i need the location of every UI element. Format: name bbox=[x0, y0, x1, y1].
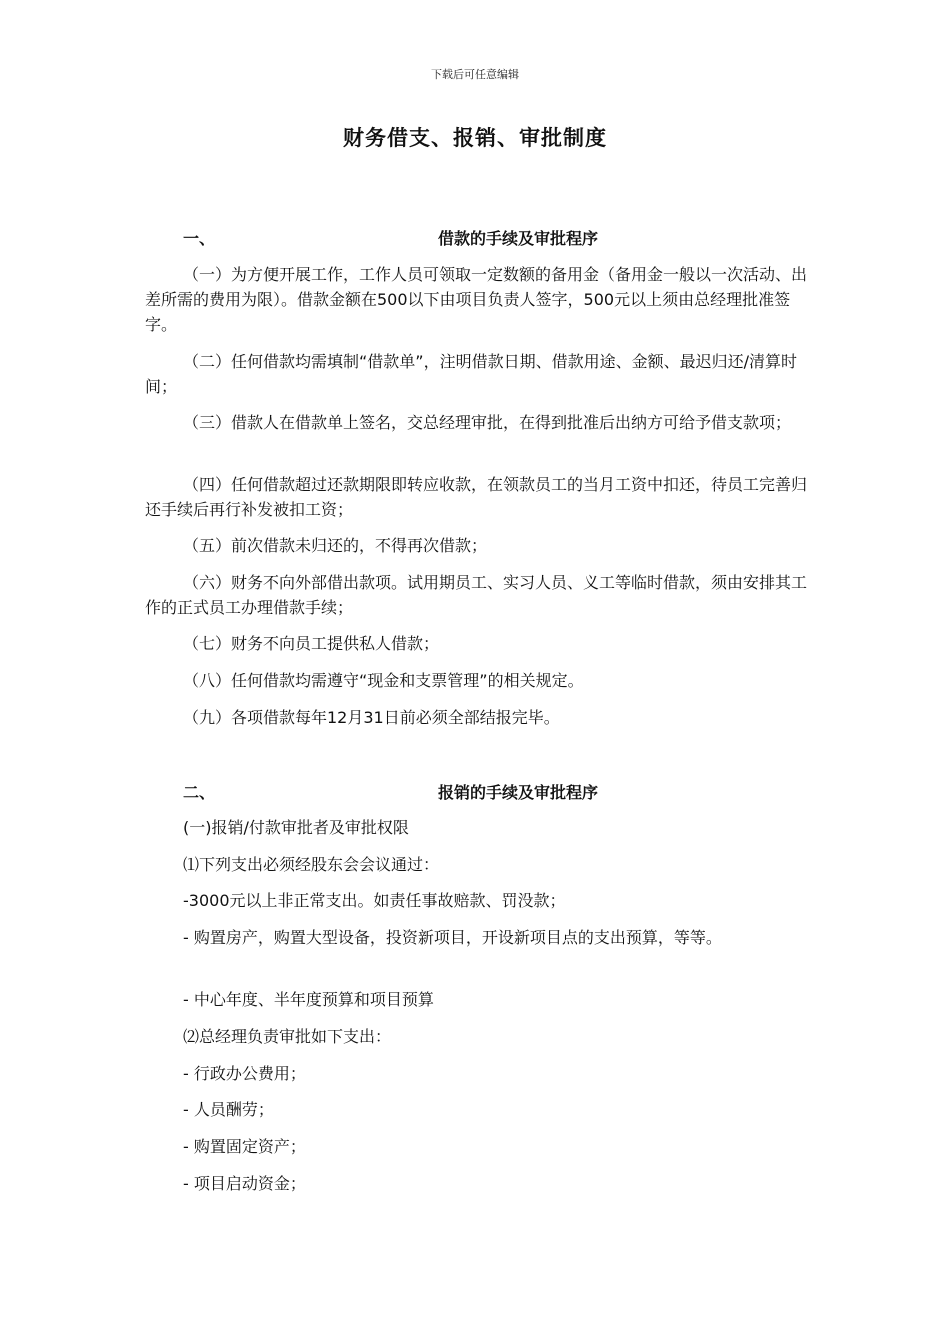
section1-number: 一、 bbox=[183, 229, 216, 248]
section1-item-9: （九）各项借款每年12月31日前必须全部结报完毕。 bbox=[183, 708, 560, 727]
section2-line-6: ⑵总经理负责审批如下支出： bbox=[183, 1027, 392, 1046]
section2-line-9: - 购置固定资产； bbox=[183, 1137, 306, 1156]
section1-item-3: （三）借款人在借款单上签名，交总经理审批，在得到批准后出纳方可给予借支款项； bbox=[183, 413, 792, 432]
section2-line-4: - 购置房产，购置大型设备，投资新项目，开设新项目点的支出预算，等等。 bbox=[183, 928, 722, 947]
section1-item-4: （四）任何借款超过还款期限即转应收款，在领款员工的当月工资中扣还，待员工完善归还手续后再行补发被扣工资； bbox=[145, 475, 808, 519]
section1-item-5: （五）前次借款未归还的，不得再次借款； bbox=[183, 536, 488, 555]
section2-line-1: (一)报销/付款审批者及审批权限 bbox=[183, 818, 409, 837]
section1-item-2: （二）任何借款均需填制“借款单”，注明借款日期、借款用途、金额、最迟归还/清算时间； bbox=[145, 352, 797, 396]
section2-line-2: ⑴下列支出必须经股东会会议通过： bbox=[183, 855, 440, 874]
section1-item-1: （一）为方便开展工作，工作人员可领取一定数额的备用金（备用金一般以一次活动、出差所需的费用为限）。借款金额在500以下由项目负责人签字，500元以上须由总经理批准签字。 bbox=[145, 265, 808, 334]
section2-number: 二、 bbox=[183, 783, 216, 802]
document-title: 财务借支、报销、审批制度 bbox=[343, 126, 607, 150]
section2-line-5: - 中心年度、半年度预算和项目预算 bbox=[183, 990, 434, 1009]
section1-item-8: （八）任何借款均需遵守“现金和支票管理”的相关规定。 bbox=[183, 671, 584, 690]
section1-item-6: （六）财务不向外部借出款项。试用期员工、实习人员、义工等临时借款，须由安排其工作的正式员工办理借款手续； bbox=[145, 573, 808, 617]
header-note: 下载后可任意编辑 bbox=[431, 68, 519, 81]
section2-line-8: - 人员酬劳； bbox=[183, 1100, 274, 1119]
section2-title: 报销的手续及审批程序 bbox=[438, 783, 599, 802]
section2-line-7: - 行政办公费用； bbox=[183, 1064, 306, 1083]
section2-heading bbox=[183, 780, 823, 804]
section2-line-3: -3000元以上非正常支出。如责任事故赔款、罚没款； bbox=[183, 891, 566, 910]
section1-heading bbox=[183, 226, 823, 250]
section1-item-7: （七）财务不向员工提供私人借款； bbox=[183, 634, 440, 653]
section2-line-10: - 项目启动资金； bbox=[183, 1174, 306, 1193]
section1-title: 借款的手续及审批程序 bbox=[438, 229, 599, 248]
